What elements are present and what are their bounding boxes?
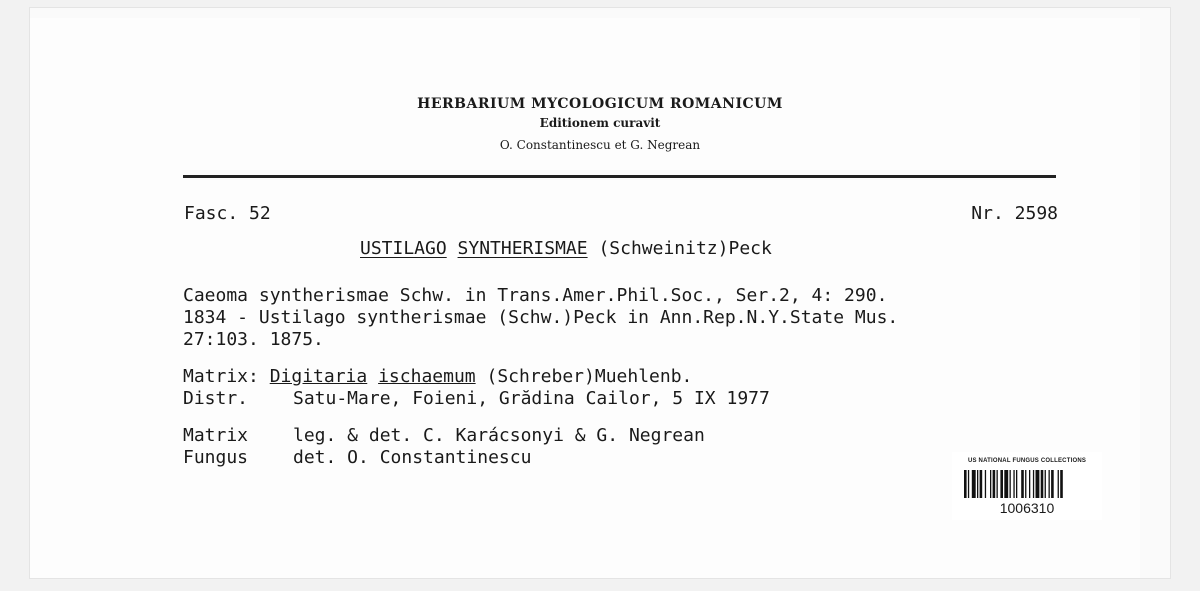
barcode-header: US NATIONAL FUNGUS COLLECTIONS	[967, 458, 1087, 464]
collector-label: Matrix	[183, 425, 249, 446]
collector-line	[183, 447, 705, 469]
barcode-number: 1006310	[999, 500, 1055, 516]
specimen-number: Nr. 2598	[971, 203, 1058, 224]
synonymy-line: Caeoma syntherismae Schw. in Trans.Amer.Phil.Soc., Ser.2, 4: 290.	[183, 285, 888, 306]
host-epithet: ischaemum	[378, 366, 476, 387]
species-authority: (Schweinitz)Peck	[598, 238, 772, 259]
synonymy-block	[183, 285, 898, 351]
matrix-line	[183, 366, 770, 388]
host-genus: Digitaria	[269, 366, 368, 387]
collector-block	[183, 425, 705, 469]
distribution-value: Satu-Mare, Foieni, Grădina Cailor, 5 IX 1977	[293, 388, 770, 409]
distribution-line	[183, 388, 770, 410]
species-epithet: SYNTHERISMAE	[457, 238, 588, 259]
distribution-label: Distr.	[183, 388, 249, 409]
collector-value: leg. & det. C. Karácsonyi & G. Negrean	[293, 425, 705, 446]
collector-label: Fungus	[183, 447, 249, 468]
species-title	[360, 238, 772, 259]
barcode-bars	[964, 470, 1090, 498]
editor-caption: Editionem curavit	[539, 116, 661, 130]
matrix-label: Matrix:	[183, 366, 259, 387]
fascicle-number: Fasc. 52	[184, 203, 271, 224]
header-rule	[183, 175, 1056, 178]
synonymy-line: 27:103. 1875.	[183, 329, 324, 350]
collector-value: det. O. Constantinescu	[293, 447, 532, 468]
label-header	[0, 96, 1200, 152]
host-authority: (Schreber)Muehlenb.	[486, 366, 693, 387]
collector-line	[183, 425, 705, 447]
barcode-label	[952, 452, 1102, 520]
editors: O. Constantinescu et G. Negrean	[499, 138, 701, 152]
herbarium-title: HERBARIUM MYCOLOGICUM ROMANICUM	[417, 96, 783, 112]
species-genus: USTILAGO	[360, 238, 447, 259]
synonymy-line: 1834 - Ustilago syntherismae (Schw.)Peck in Ann.Rep.N.Y.State Mus.	[183, 307, 899, 328]
host-block	[183, 366, 770, 410]
